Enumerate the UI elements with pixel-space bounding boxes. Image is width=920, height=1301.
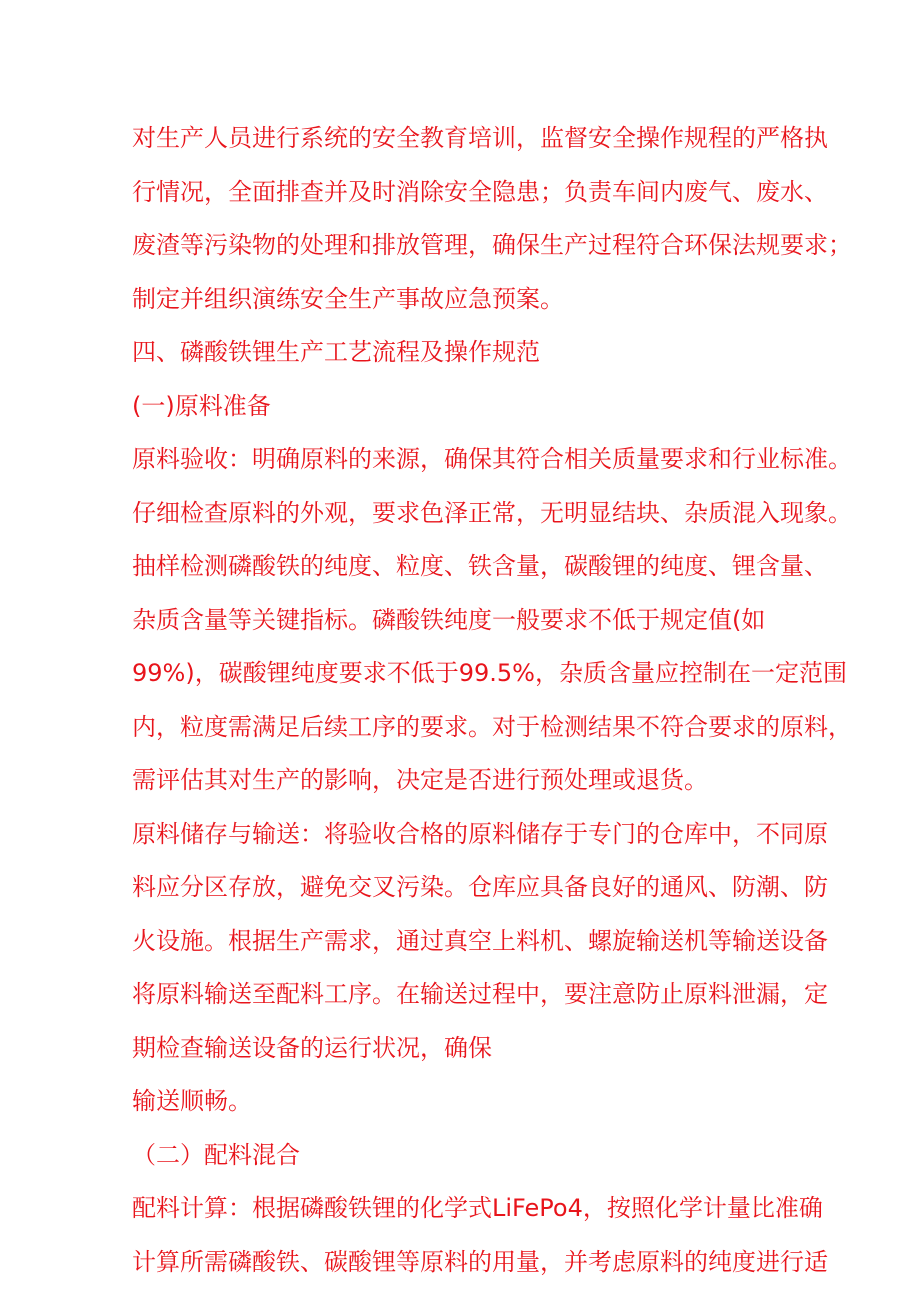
body-line: 火设施。根据生产需求，通过真空上料机、螺旋输送机等输送设备 bbox=[132, 926, 828, 955]
subsection-heading: (一)原料准备 bbox=[132, 391, 271, 420]
section-heading: 四、磷酸铁锂生产工艺流程及操作规范 bbox=[132, 338, 540, 366]
body-line: 废渣等污染物的处理和排放管理，确保生产过程符合环保法规要求； bbox=[132, 231, 852, 259]
body-line: 原料验收：明确原料的来源，确保其符合相关质量要求和行业标准。 bbox=[132, 445, 852, 473]
document-body bbox=[132, 112, 852, 1289]
body-line: 料应分区存放，避免交叉污染。仓库应具备良好的通风、防潮、防 bbox=[132, 873, 828, 901]
body-line: 输送顺畅。 bbox=[132, 1087, 252, 1115]
body-line: 99%)，碳酸锂纯度要求不低于99.5%，杂质含量应控制在一定范围 bbox=[132, 659, 847, 687]
body-line: 制定并组织演练安全生产事故应急预案。 bbox=[132, 284, 564, 313]
body-line: 行情况，全面排查并及时消除安全隐患；负责车间内废气、废水、 bbox=[132, 177, 828, 206]
body-line: 对生产人员进行系统的安全教育培训，监督安全操作规程的严格执 bbox=[132, 124, 828, 152]
subsection-heading: （二）配料混合 bbox=[132, 1140, 300, 1169]
body-line: 抽样检测磷酸铁的纯度、粒度、铁含量，碳酸锂的纯度、锂含量、 bbox=[132, 552, 828, 580]
body-line: 将原料输送至配料工序。在输送过程中，要注意防止原料泄漏，定 bbox=[132, 980, 828, 1008]
body-line: 需评估其对生产的影响，决定是否进行预处理或退货。 bbox=[132, 766, 708, 794]
body-line: 仔细检查原料的外观，要求色泽正常，无明显结块、杂质混入现象。 bbox=[132, 498, 852, 527]
body-line: 杂质含量等关键指标。磷酸铁纯度一般要求不低于规定值(如 bbox=[132, 605, 766, 634]
body-line: 计算所需磷酸铁、碳酸锂等原料的用量，并考虑原料的纯度进行适 bbox=[132, 1247, 828, 1276]
body-line: 原料储存与输送：将验收合格的原料储存于专门的仓库中，不同原 bbox=[132, 819, 828, 848]
body-line: 配料计算：根据磷酸铁锂的化学式LiFePo4，按照化学计量比准确 bbox=[132, 1194, 823, 1222]
body-line: 内，粒度需满足后续工序的要求。对于检测结果不符合要求的原料， bbox=[132, 712, 852, 741]
body-line: 期检查输送设备的运行状况，确保 bbox=[132, 1033, 492, 1062]
